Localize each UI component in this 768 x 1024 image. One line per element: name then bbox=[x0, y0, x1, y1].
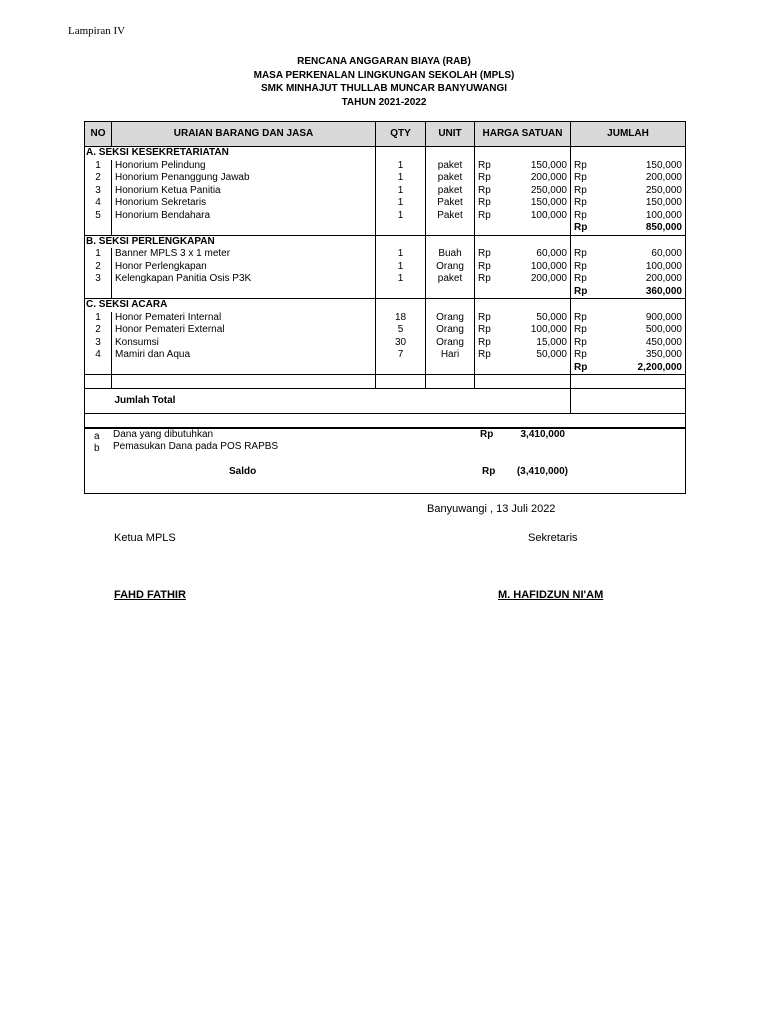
currency-symbol: Rp bbox=[478, 172, 491, 184]
currency-symbol: Rp bbox=[574, 197, 587, 209]
item-qty: 1 bbox=[376, 261, 426, 274]
item-unit: Orang bbox=[426, 337, 475, 350]
total-value: 900,000 bbox=[645, 311, 682, 323]
item-description: Honorium Ketua Panitia bbox=[112, 185, 376, 198]
table-cell bbox=[112, 222, 376, 235]
subtotal-row bbox=[85, 286, 686, 299]
table-cell bbox=[85, 362, 112, 375]
total-value: 150,000 bbox=[645, 197, 682, 209]
table-cell bbox=[475, 375, 571, 389]
price-value: 60,000 bbox=[536, 248, 567, 260]
attachment-label: Lampiran IV bbox=[68, 25, 126, 37]
item-unit-price bbox=[475, 312, 571, 325]
section-header-row bbox=[85, 299, 686, 312]
subtotal-row bbox=[85, 362, 686, 375]
price-value: 100,000 bbox=[530, 260, 567, 272]
currency-symbol: Rp bbox=[574, 349, 587, 361]
table-cell bbox=[376, 222, 426, 235]
currency-symbol: Rp bbox=[574, 324, 587, 336]
table-cell bbox=[571, 235, 686, 248]
table-cell bbox=[571, 299, 686, 312]
item-unit: Orang bbox=[426, 324, 475, 337]
empty-row bbox=[85, 375, 686, 389]
left-signatory-name: FAHD FATHIR bbox=[114, 589, 186, 601]
item-unit-price bbox=[475, 160, 571, 173]
col-header-unit: UNIT bbox=[426, 122, 475, 147]
currency-symbol: Rp bbox=[574, 159, 587, 171]
item-description: Honor Perlengkapan bbox=[112, 261, 376, 274]
summary-a-value: 3,410,000 bbox=[520, 429, 565, 440]
subtotal-value: 850,000 bbox=[645, 222, 682, 234]
table-row bbox=[85, 312, 686, 325]
right-signatory-name: M. HAFIDZUN NI'AM bbox=[498, 589, 604, 601]
table-row bbox=[85, 324, 686, 337]
item-number: 2 bbox=[85, 261, 112, 274]
price-value: 15,000 bbox=[536, 336, 567, 348]
currency-symbol: Rp bbox=[478, 336, 491, 348]
item-qty: 1 bbox=[376, 160, 426, 173]
item-qty: 1 bbox=[376, 185, 426, 198]
table-cell bbox=[376, 362, 426, 375]
total-value: 150,000 bbox=[645, 159, 682, 171]
currency-symbol: Rp bbox=[478, 159, 491, 171]
total-value: 200,000 bbox=[645, 172, 682, 184]
currency-symbol: Rp bbox=[574, 311, 587, 323]
subtotal-amount bbox=[571, 362, 686, 375]
section-label: C. SEKSI ACARA bbox=[85, 299, 376, 312]
item-unit: paket bbox=[426, 172, 475, 185]
subtotal-value: 360,000 bbox=[645, 285, 682, 297]
total-value: 500,000 bbox=[645, 324, 682, 336]
item-unit: paket bbox=[426, 160, 475, 173]
section-label: A. SEKSI KESEKRETARIATAN bbox=[85, 147, 376, 160]
currency-symbol: Rp bbox=[574, 336, 587, 348]
currency-symbol: Rp bbox=[478, 311, 491, 323]
table-row bbox=[85, 349, 686, 362]
price-value: 200,000 bbox=[530, 172, 567, 184]
table-cell bbox=[475, 235, 571, 248]
item-unit-price bbox=[475, 210, 571, 223]
currency-symbol: Rp bbox=[478, 273, 491, 285]
total-value: 250,000 bbox=[645, 184, 682, 196]
table-cell bbox=[376, 375, 426, 389]
table-cell bbox=[85, 375, 112, 389]
item-number: 3 bbox=[85, 337, 112, 350]
item-description: Honorium Pelindung bbox=[112, 160, 376, 173]
col-header-no: NO bbox=[85, 122, 112, 147]
document-title bbox=[0, 55, 768, 109]
title-line-1: RENCANA ANGGARAN BIAYA (RAB) bbox=[297, 56, 471, 67]
table-cell bbox=[376, 299, 426, 312]
currency-symbol: Rp bbox=[574, 222, 588, 234]
table-cell bbox=[426, 362, 475, 375]
currency-symbol: Rp bbox=[574, 285, 588, 297]
currency-symbol: Rp bbox=[478, 260, 491, 272]
item-number: 1 bbox=[85, 312, 112, 325]
item-unit-price bbox=[475, 172, 571, 185]
total-value: 100,000 bbox=[645, 209, 682, 221]
item-description: Mamiri dan Aqua bbox=[112, 349, 376, 362]
table-cell bbox=[475, 286, 571, 299]
item-unit: Orang bbox=[426, 312, 475, 325]
item-description: Honor Pemateri External bbox=[112, 324, 376, 337]
table-row bbox=[85, 197, 686, 210]
subtotal-row bbox=[85, 222, 686, 235]
item-qty: 7 bbox=[376, 349, 426, 362]
table-cell bbox=[112, 286, 376, 299]
table-cell bbox=[426, 375, 475, 389]
currency-symbol: Rp bbox=[574, 184, 587, 196]
table-cell bbox=[475, 299, 571, 312]
currency-symbol: Rp bbox=[574, 209, 587, 221]
price-value: 150,000 bbox=[530, 159, 567, 171]
currency-symbol: Rp bbox=[574, 361, 588, 373]
table-body bbox=[85, 147, 686, 439]
item-number: 3 bbox=[85, 273, 112, 286]
item-unit: paket bbox=[426, 273, 475, 286]
grand-total-row bbox=[85, 389, 686, 414]
item-total bbox=[571, 324, 686, 337]
table-cell bbox=[85, 389, 112, 414]
item-unit-price bbox=[475, 324, 571, 337]
item-qty: 1 bbox=[376, 197, 426, 210]
item-number: 4 bbox=[85, 197, 112, 210]
item-number: 1 bbox=[85, 248, 112, 261]
table-row bbox=[85, 337, 686, 350]
table-cell bbox=[426, 222, 475, 235]
col-header-description: URAIAN BARANG DAN JASA bbox=[112, 122, 376, 147]
item-description: Honor Pemateri Internal bbox=[112, 312, 376, 325]
item-total bbox=[571, 185, 686, 198]
item-number: 3 bbox=[85, 185, 112, 198]
item-qty: 1 bbox=[376, 172, 426, 185]
item-number: 5 bbox=[85, 210, 112, 223]
right-signatory-role: Sekretaris bbox=[528, 532, 578, 544]
table-cell bbox=[376, 286, 426, 299]
summary-a-text: Dana yang dibutuhkan bbox=[113, 429, 214, 440]
item-unit: paket bbox=[426, 185, 475, 198]
summary-a-label: a bbox=[94, 431, 100, 442]
item-qty: 18 bbox=[376, 312, 426, 325]
table-row bbox=[85, 261, 686, 274]
item-description: Honorium Bendahara bbox=[112, 210, 376, 223]
item-description: Kelengkapan Panitia Osis P3K bbox=[112, 273, 376, 286]
title-line-2: MASA PERKENALAN LINGKUNGAN SEKOLAH (MPLS) bbox=[253, 69, 515, 81]
item-number: 2 bbox=[85, 324, 112, 337]
currency-symbol: Rp bbox=[478, 184, 491, 196]
item-total bbox=[571, 337, 686, 350]
table-cell bbox=[112, 375, 376, 389]
table-row bbox=[85, 160, 686, 173]
currency-symbol: Rp bbox=[478, 349, 491, 361]
item-unit-price bbox=[475, 261, 571, 274]
table-cell bbox=[112, 362, 376, 375]
price-value: 200,000 bbox=[530, 273, 567, 285]
item-unit-price bbox=[475, 337, 571, 350]
item-number: 4 bbox=[85, 349, 112, 362]
item-qty: 1 bbox=[376, 273, 426, 286]
section-label: B. SEKSI PERLENGKAPAN bbox=[85, 235, 376, 248]
item-unit: Orang bbox=[426, 261, 475, 274]
item-description: Honorium Sekretaris bbox=[112, 197, 376, 210]
table-cell bbox=[571, 147, 686, 160]
currency-symbol: Rp bbox=[478, 209, 491, 221]
table-cell bbox=[475, 147, 571, 160]
item-qty: 30 bbox=[376, 337, 426, 350]
item-total bbox=[571, 349, 686, 362]
item-total bbox=[571, 248, 686, 261]
item-unit: Buah bbox=[426, 248, 475, 261]
summary-b-text: Pemasukan Dana pada POS RAPBS bbox=[113, 441, 279, 452]
price-value: 100,000 bbox=[530, 209, 567, 221]
item-number: 2 bbox=[85, 172, 112, 185]
saldo-value: (3,410,000) bbox=[516, 466, 568, 477]
table-row bbox=[85, 248, 686, 261]
currency-symbol: Rp bbox=[574, 172, 587, 184]
section-header-row bbox=[85, 147, 686, 160]
item-total bbox=[571, 172, 686, 185]
table-row bbox=[85, 172, 686, 185]
item-number: 1 bbox=[85, 160, 112, 173]
price-value: 50,000 bbox=[536, 349, 567, 361]
item-unit-price bbox=[475, 197, 571, 210]
item-unit: Paket bbox=[426, 197, 475, 210]
item-total bbox=[571, 273, 686, 286]
table-cell bbox=[376, 147, 426, 160]
summary-a-currency: Rp bbox=[480, 429, 494, 440]
item-unit-price bbox=[475, 349, 571, 362]
title-line-4: TAHUN 2021-2022 bbox=[341, 96, 427, 108]
total-value: 350,000 bbox=[645, 349, 682, 361]
currency-symbol: Rp bbox=[574, 273, 587, 285]
currency-symbol: Rp bbox=[478, 248, 491, 260]
table-cell bbox=[426, 235, 475, 248]
table-row bbox=[85, 210, 686, 223]
budget-table bbox=[84, 121, 686, 438]
table-row bbox=[85, 273, 686, 286]
price-value: 100,000 bbox=[530, 324, 567, 336]
price-value: 250,000 bbox=[530, 184, 567, 196]
table-cell bbox=[426, 286, 475, 299]
funding-summary bbox=[84, 427, 686, 494]
currency-symbol: Rp bbox=[478, 324, 491, 336]
col-header-total: JUMLAH bbox=[571, 122, 686, 147]
saldo-label: Saldo bbox=[229, 466, 257, 477]
item-unit: Paket bbox=[426, 210, 475, 223]
currency-symbol: Rp bbox=[478, 197, 491, 209]
total-value: 100,000 bbox=[645, 260, 682, 272]
item-unit-price bbox=[475, 248, 571, 261]
table-cell bbox=[475, 222, 571, 235]
total-value: 60,000 bbox=[651, 248, 682, 260]
item-description: Banner MPLS 3 x 1 meter bbox=[112, 248, 376, 261]
total-value: 200,000 bbox=[645, 273, 682, 285]
currency-symbol: Rp bbox=[574, 248, 587, 260]
place-date: Banyuwangi , 13 Juli 2022 bbox=[427, 503, 556, 515]
item-unit-price bbox=[475, 185, 571, 198]
left-signatory-role: Ketua MPLS bbox=[114, 532, 176, 544]
table-row bbox=[85, 185, 686, 198]
table-cell bbox=[376, 235, 426, 248]
item-description: Honorium Penanggung Jawab bbox=[112, 172, 376, 185]
item-total bbox=[571, 261, 686, 274]
item-unit: Hari bbox=[426, 349, 475, 362]
item-total bbox=[571, 210, 686, 223]
saldo-currency: Rp bbox=[482, 466, 496, 477]
col-header-qty: QTY bbox=[376, 122, 426, 147]
table-cell bbox=[85, 286, 112, 299]
item-total bbox=[571, 160, 686, 173]
item-description: Konsumsi bbox=[112, 337, 376, 350]
price-value: 150,000 bbox=[530, 197, 567, 209]
total-value: 450,000 bbox=[645, 336, 682, 348]
table-cell bbox=[426, 299, 475, 312]
price-value: 50,000 bbox=[536, 311, 567, 323]
subtotal-amount bbox=[571, 222, 686, 235]
table-header-row bbox=[85, 122, 686, 147]
table-cell bbox=[475, 362, 571, 375]
subtotal-value: 2,200,000 bbox=[637, 361, 682, 373]
subtotal-amount bbox=[571, 286, 686, 299]
table-cell bbox=[571, 375, 686, 389]
summary-b-label: b bbox=[94, 443, 100, 454]
item-total bbox=[571, 312, 686, 325]
title-line-3: SMK MINHAJUT THULLAB MUNCAR BANYUWANGI bbox=[260, 83, 508, 94]
section-header-row bbox=[85, 235, 686, 248]
item-total bbox=[571, 197, 686, 210]
col-header-unit-price: HARGA SATUAN bbox=[475, 122, 571, 147]
item-qty: 1 bbox=[376, 210, 426, 223]
item-unit-price bbox=[475, 273, 571, 286]
table-cell bbox=[85, 222, 112, 235]
item-qty: 5 bbox=[376, 324, 426, 337]
item-qty: 1 bbox=[376, 248, 426, 261]
grand-total-label: Jumlah Total bbox=[112, 389, 571, 414]
table-cell bbox=[426, 147, 475, 160]
currency-symbol: Rp bbox=[574, 260, 587, 272]
table-cell bbox=[571, 389, 686, 414]
